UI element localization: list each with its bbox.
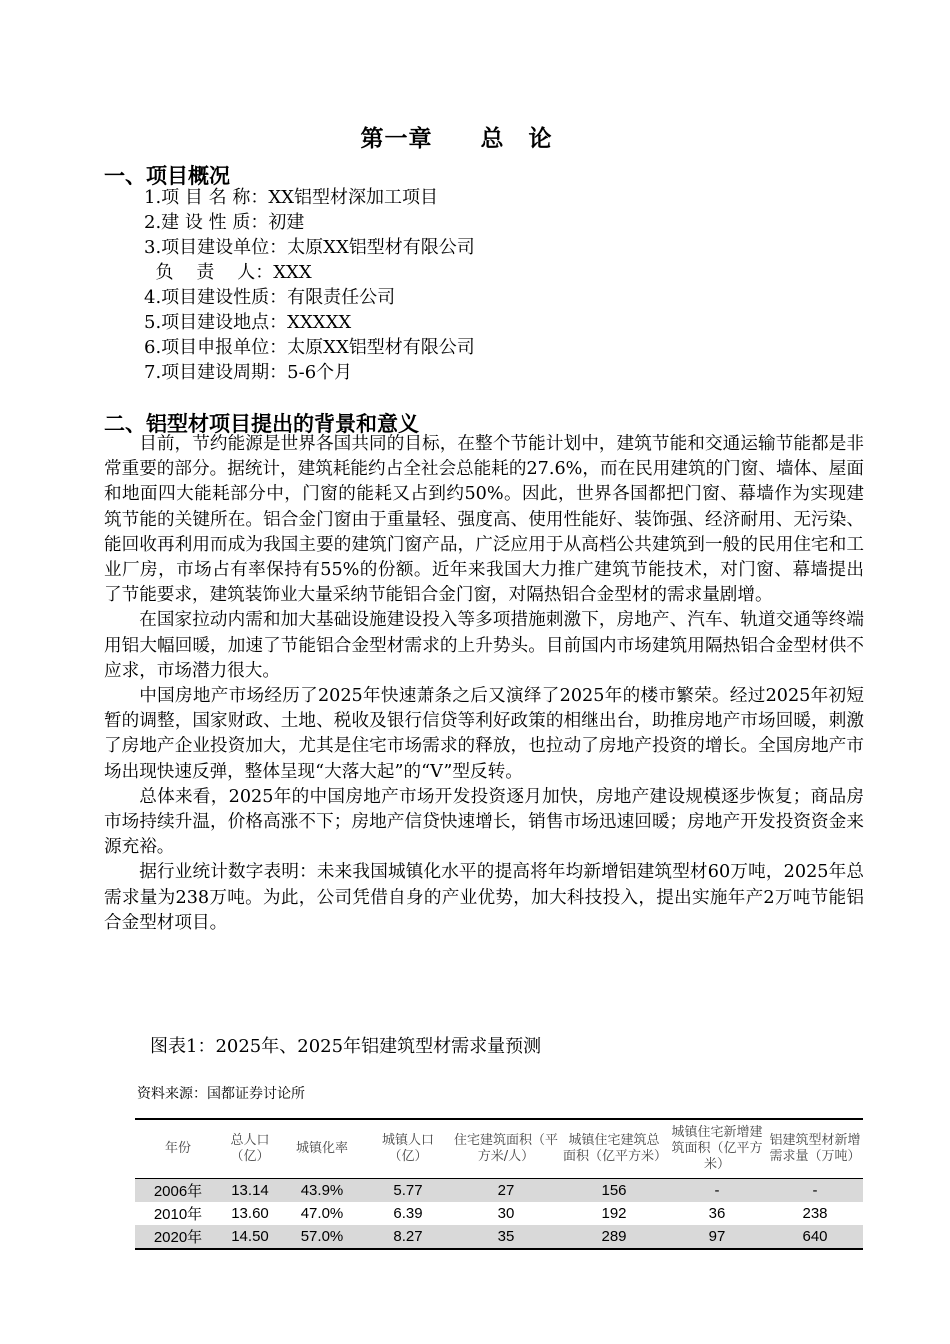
table-cell: - xyxy=(714,1182,720,1199)
project-info-list xyxy=(144,185,475,385)
info-item: 4.项目建设性质：有限责任公司 xyxy=(144,287,396,308)
table-cell: 2010年 xyxy=(153,1206,203,1223)
table-cell: 192 xyxy=(601,1205,627,1222)
table-cell: 238 xyxy=(802,1205,828,1222)
info-item: 3.项目建设单位：太原XX铝型材有限公司 xyxy=(144,237,475,258)
table-cell: 36 xyxy=(708,1205,726,1222)
table-cell: 2020年 xyxy=(153,1229,203,1246)
table-header: 城镇住宅建筑总面积（亿平方米） xyxy=(563,1133,668,1164)
demand-forecast-table xyxy=(135,1118,863,1250)
section-heading-overview: 一、项目概况 xyxy=(104,164,230,188)
table-cell: 43.9% xyxy=(300,1182,344,1199)
info-item: 1.项 目 名 称：XX铝型材深加工项目 xyxy=(144,187,438,208)
info-item: 5.项目建设地点：XXXXX xyxy=(144,312,352,333)
table-cell: - xyxy=(812,1182,818,1199)
table-header: 城镇化率 xyxy=(295,1141,348,1156)
paragraph: 总体来看，2025年的中国房地产市场开发投资逐月加快，房地产建设规模逐步恢复；商品房市场持续升温，价格高涨不下；房地产信贷快速增长，销售市场迅速回暖；房地产开发投资资金来源充裕。 xyxy=(104,786,864,858)
background-body xyxy=(104,432,864,936)
table-cell: 13.14 xyxy=(231,1182,269,1199)
table-header: 年份 xyxy=(164,1141,191,1156)
info-item: 2.建 设 性 质：初建 xyxy=(144,212,305,233)
table-cell: 6.39 xyxy=(393,1205,423,1222)
figure-caption: 图表1：2025年、2025年铝建筑型材需求量预测 xyxy=(150,1036,542,1057)
table-cell: 57.0% xyxy=(300,1228,344,1245)
table-row xyxy=(135,1179,863,1203)
table-header: 住宅建筑面积（平方米/人） xyxy=(453,1133,558,1164)
paragraph: 据行业统计数字表明：未来我国城镇化水平的提高将年均新增铝建筑型材60万吨，2025年总需求量为238万吨。为此，公司凭借自身的产业优势，加大科技投入，提出实施年产2万吨节能铝合金型材项目。 xyxy=(104,862,864,933)
table-cell: 27 xyxy=(497,1182,515,1199)
table-cell: 5.77 xyxy=(393,1182,423,1199)
table-cell: 156 xyxy=(601,1182,627,1199)
paragraph: 在国家拉动内需和加大基础设施建设投入等多项措施刺激下，房地产、汽车、轨道交通等终端用铝大幅回暖，加速了节能铝合金型材需求的上升势头。目前国内市场建筑用隔热铝合金型材供不应求，市场潜力很大。 xyxy=(104,610,864,681)
table-header: 城镇住宅新增建筑面积（亿平方米） xyxy=(671,1125,763,1172)
table-header-row xyxy=(135,1119,863,1179)
table-cell: 30 xyxy=(497,1205,515,1222)
table-cell: 14.50 xyxy=(231,1228,269,1245)
info-item: 6.项目申报单位：太原XX铝型材有限公司 xyxy=(144,337,475,358)
chapter-title: 第一章 总 论 xyxy=(360,126,553,152)
table-row xyxy=(135,1202,863,1225)
table-cell: 13.60 xyxy=(231,1205,269,1222)
table-header: 城镇人口（亿） xyxy=(381,1133,434,1164)
table-cell: 35 xyxy=(497,1228,515,1245)
source-note: 资料来源：国都证券讨论所 xyxy=(137,1086,305,1102)
table-cell: 8.27 xyxy=(393,1228,423,1245)
table-header: 铝建筑型材新增需求量（万吨） xyxy=(769,1133,861,1164)
table-cell: 2006年 xyxy=(153,1183,203,1200)
paragraph: 中国房地产市场经历了2025年快速萧条之后又演绎了2025年的楼市繁荣。经过2025年初短暂的调整，国家财政、土地、税收及银行信贷等利好政策的相继出台，助推房地产市场回暖，刺激了房地产企业投资加大，尤其是住宅市场需求的释放，也拉动了房地产投资的增长。全国房地产市场出现快速反弹，整体呈现“大落大起”的“V”型反转。 xyxy=(104,686,864,782)
info-item: 负 责 人：XXX xyxy=(144,262,312,283)
table-cell: 97 xyxy=(708,1228,726,1245)
table-cell: 47.0% xyxy=(300,1205,344,1222)
table-cell: 640 xyxy=(802,1228,828,1245)
section-heading-background: 二、铝型材项目提出的背景和意义 xyxy=(104,412,419,436)
paragraph: 目前，节约能源是世界各国共同的目标，在整个节能计划中，建筑节能和交通运输节能都是非常重要的部分。据统计，建筑耗能约占全社会总能耗的27.6%，而在民用建筑的门窗、墙体、屋面和地面四大能耗部分中，门窗的能耗又占到约50%。因此，世界各国都把门窗、幕墙作为实现建筑节能的关键所在。铝合金门窗由于重量轻、强度高、使用性能好、装饰强、经济耐用、无污染、能回收再利用而成为我国主要的建筑门窗产品，广泛应用于从高档公共建筑到一般的民用住宅和工业厂房，市场占有率保持有55%的份额。近年来我国大力推广建筑节能技术，对门窗、幕墙提出了节能要求，建筑装饰业大量采纳节能铝合金门窗，对隔热铝合金型材的需求量剧增。 xyxy=(104,434,864,606)
table-cell: 289 xyxy=(601,1228,627,1245)
info-item: 7.项目建设周期：5-6个月 xyxy=(144,362,353,383)
table-row xyxy=(135,1225,863,1249)
table-header: 总人口（亿） xyxy=(230,1133,270,1164)
